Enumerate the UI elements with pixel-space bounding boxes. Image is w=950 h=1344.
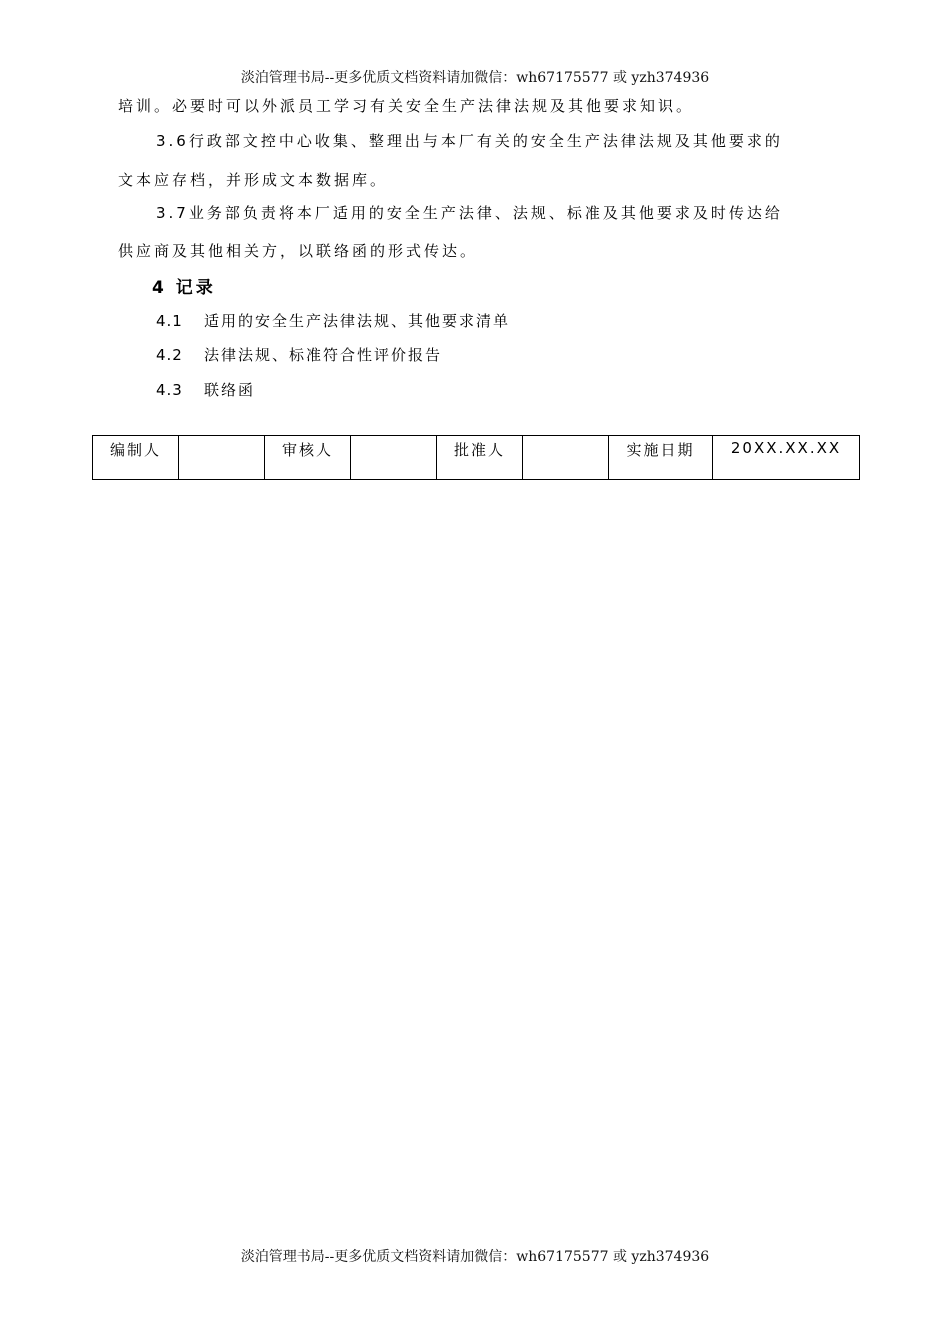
reviewed-by-label: 审核人 bbox=[265, 436, 351, 480]
record-number: 4.1 bbox=[156, 311, 183, 330]
page-header-watermark: 淡泊管理书局--更多优质文档资料请加微信：wh67175577 或 yzh374936 bbox=[240, 70, 710, 86]
page-footer-watermark: 淡泊管理书局--更多优质文档资料请加微信：wh67175577 或 yzh374936 bbox=[240, 1249, 710, 1265]
effective-date-value: 20XX.XX.XX bbox=[713, 436, 860, 480]
approval-row bbox=[93, 436, 860, 480]
approval-table bbox=[92, 435, 860, 480]
paragraph-line: 培训。必要时可以外派员工学习有关安全生产法律法规及其他要求知识。 bbox=[118, 97, 695, 115]
record-text: 联络函 bbox=[204, 381, 256, 399]
prepared-by-label: 编制人 bbox=[93, 436, 179, 480]
effective-date-label: 实施日期 bbox=[609, 436, 713, 480]
record-number: 4.2 bbox=[156, 345, 183, 364]
record-number: 4.3 bbox=[156, 380, 183, 399]
approved-by-value bbox=[523, 436, 609, 480]
record-item bbox=[156, 379, 255, 400]
clause-3-6-line: 3.6行政部文控中心收集、整理出与本厂有关的安全生产法律法规及其他要求的 bbox=[156, 132, 783, 150]
section-heading-records: 4 记录 bbox=[152, 278, 216, 298]
paragraph-line: 文本应存档，并形成文本数据库。 bbox=[118, 171, 389, 189]
approved-by-label: 批准人 bbox=[437, 436, 523, 480]
record-item bbox=[156, 344, 442, 365]
paragraph-line: 供应商及其他相关方，以联络函的形式传达。 bbox=[118, 242, 479, 260]
reviewed-by-value bbox=[351, 436, 437, 480]
prepared-by-value bbox=[179, 436, 265, 480]
record-text: 适用的安全生产法律法规、其他要求清单 bbox=[204, 312, 511, 330]
record-item bbox=[156, 310, 510, 331]
clause-3-7-line: 3.7业务部负责将本厂适用的安全生产法律、法规、标准及其他要求及时传达给 bbox=[156, 204, 783, 222]
record-text: 法律法规、标准符合性评价报告 bbox=[204, 346, 443, 364]
